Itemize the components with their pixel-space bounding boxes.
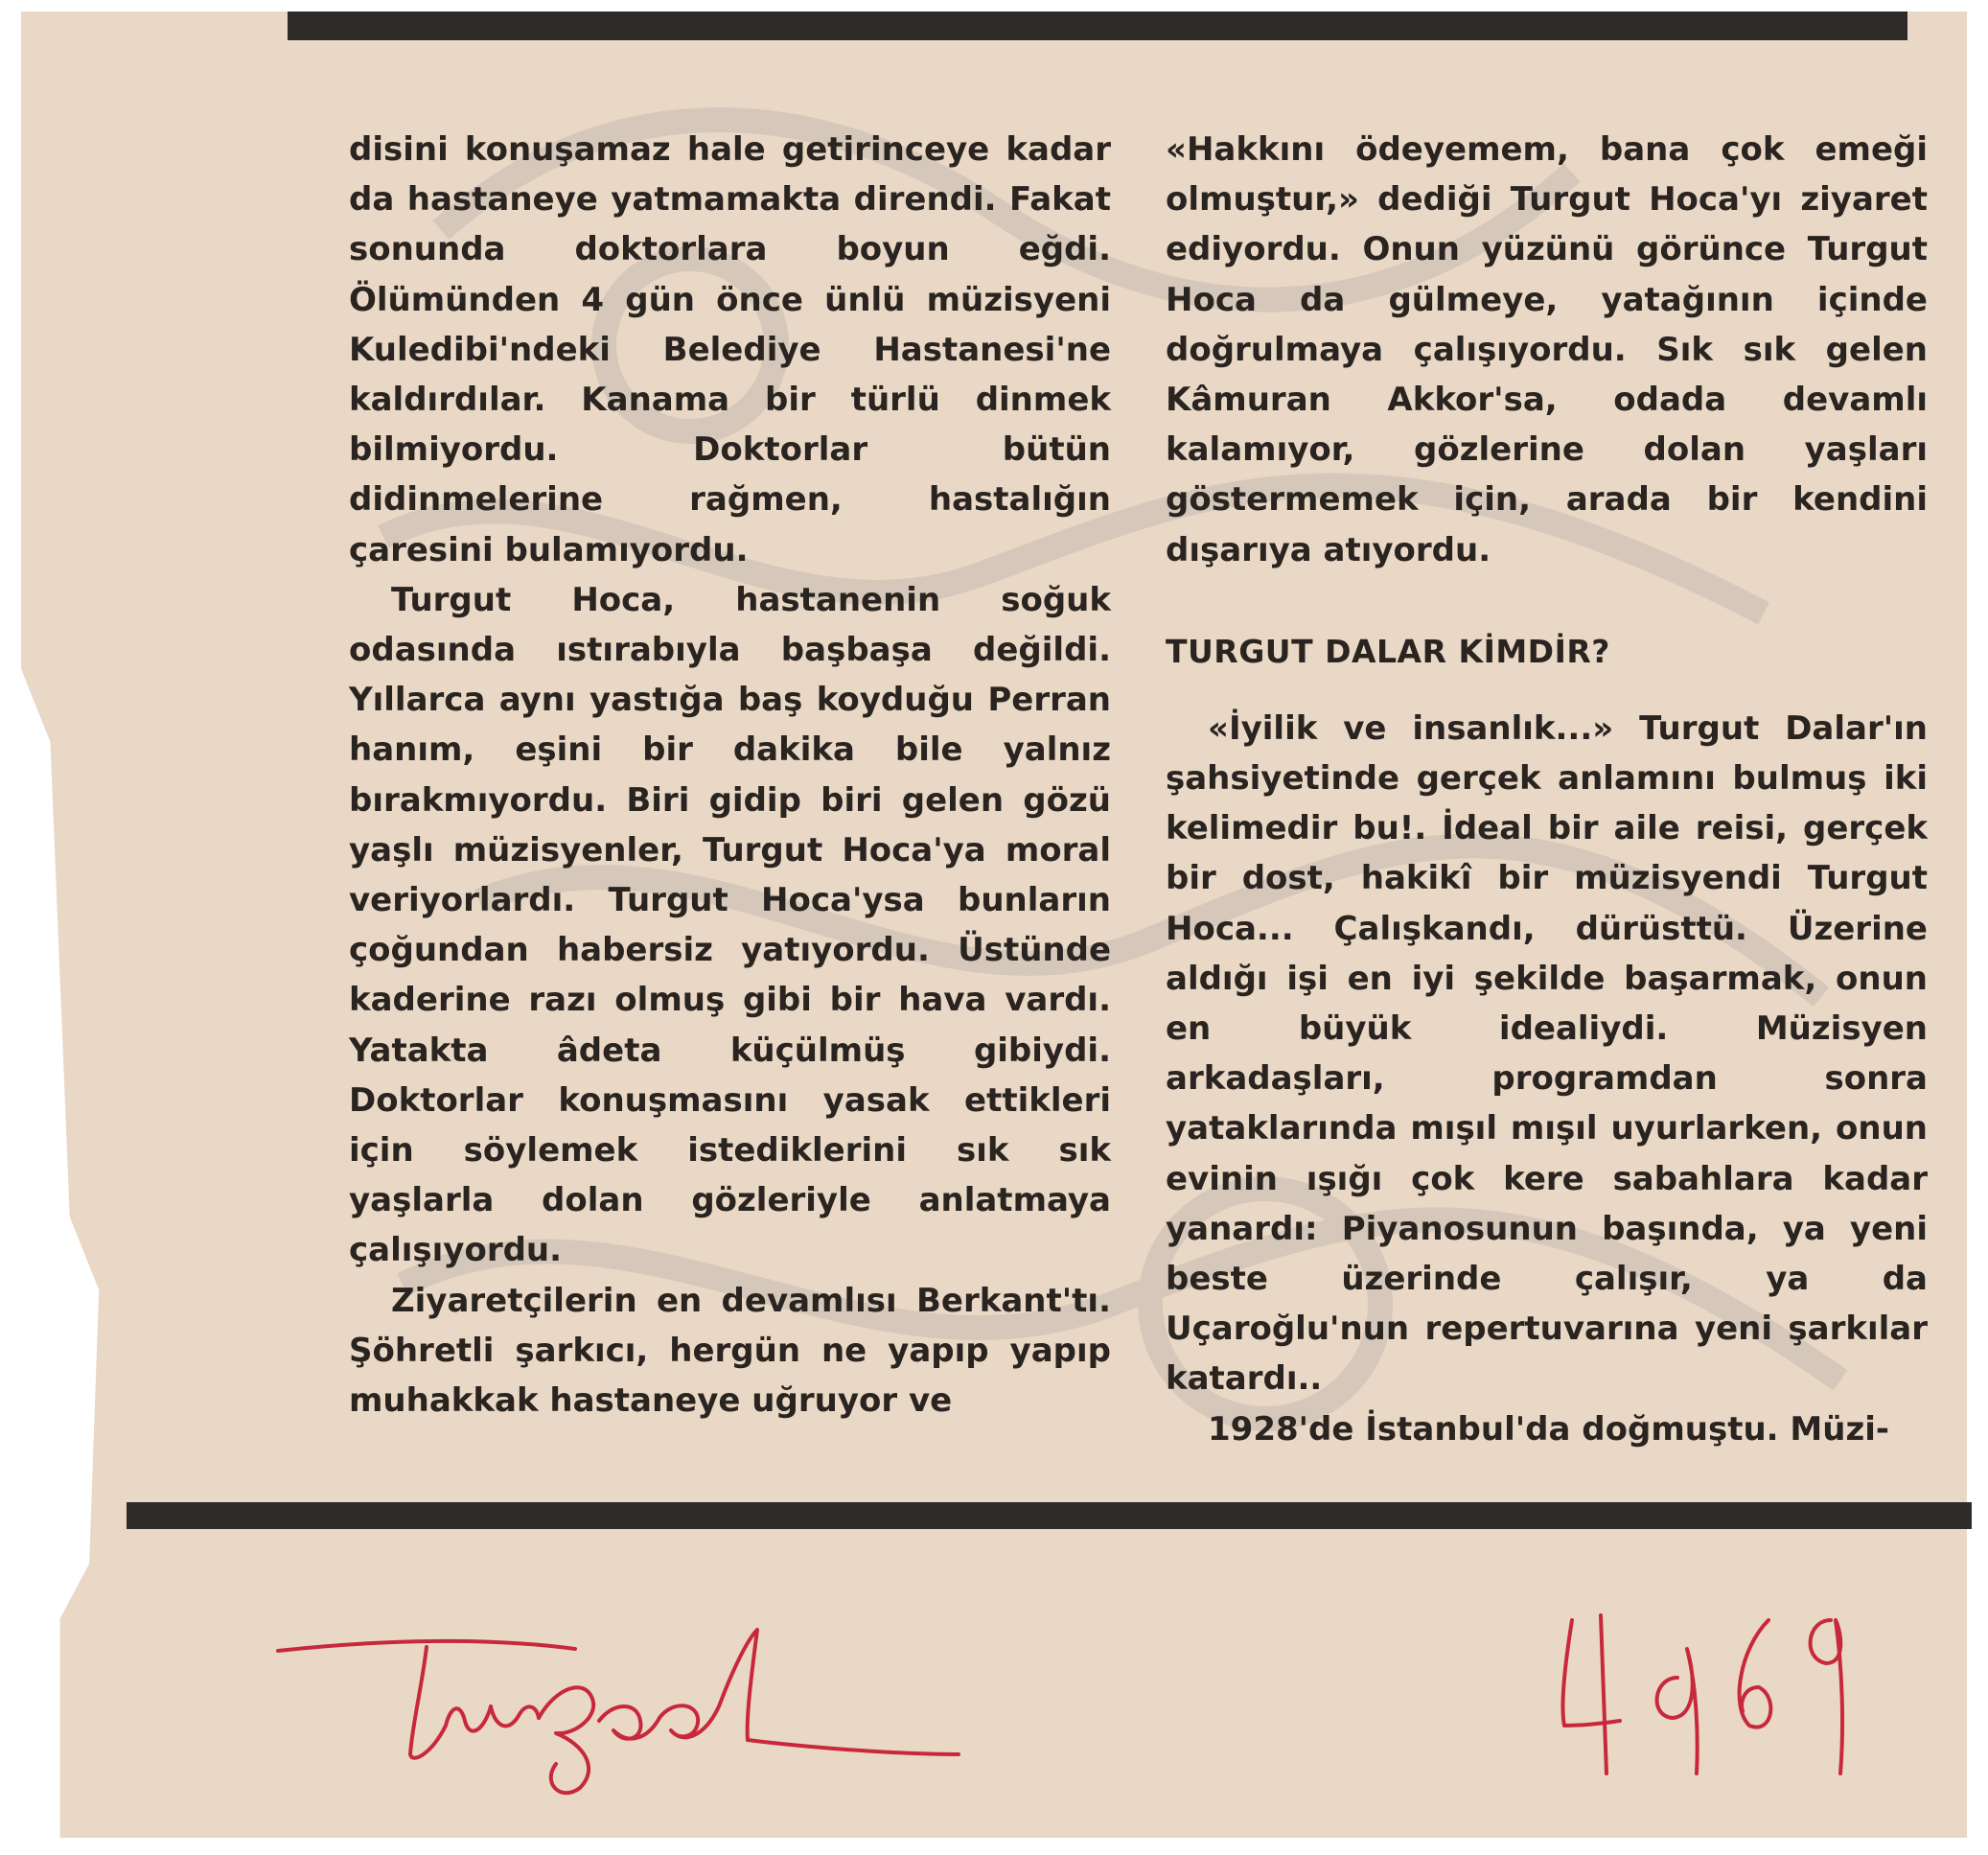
paragraph: «Hakkını ödeyemem, bana çok emeği olmuştur,» dediği Turgut Hoca'yı ziyaret ediyordu. Onun yüzünü görünce Turgut Hoca da gülmeye, yatağının içinde doğrulmaya çalışıyordu. Sık sık gelen Kâmuran Akkor'sa, odada devamlı kalamıyor, gözlerine dolan yaşları göstermemek için, arada bir kendini dışarıya atıyordu. [1166, 130, 1928, 569]
handwritten-name [268, 1611, 1016, 1802]
paragraph: disini konuşamaz hale getirinceye kadar da hastaneye yatmamakta direndi. Fakat sonunda doktorlara boyun eğdi. Ölümünden 4 gün önce ünlü müzisyeni Kuledibi'ndeki Belediye Hastanesi'ne kaldırdılar. Kanama bir türlü dinmek bilmiyordu. Doktorlar bütün didinmelerine rağmen, hastalığın çaresini bulamıyordu. [349, 130, 1111, 569]
paragraph: 1928'de İstanbul'da doğmuştu. Müzi- [1208, 1409, 1889, 1449]
article-column-left [349, 125, 1111, 1426]
bottom-rule [127, 1502, 1972, 1529]
handwritten-year-drawing [1543, 1582, 1860, 1783]
paragraph: «İyilik ve insanlık...» Turgut Dalar'ın şahsiyetinde gerçek anlamını bulmuş iki kelimedir bu!. İdeal bir aile reisi, gerçek bir dost, hakikî bir müzisyendi Turgut Hoca... Çalışkandı, dürüsttü. Üzerine aldığı işi en iyi şekilde başarmak, onun en büyük idealiydi. Müzisyen arkadaşları, programdan sonra yataklarında mışıl mışıl uyurlarken, onun evinin ışığı çok kere sabahlara kadar yanardı: Piyanosunun başında, ya yeni beste üzerinde çalışır, ya da Uçaroğlu'nun repertuvarına yeni şarkılar katardı.. [1166, 708, 1928, 1399]
section-heading: TURGUT DALAR KİMDİR? [1166, 632, 1610, 670]
handwritten-name-drawing [268, 1611, 1016, 1802]
article-column-right [1166, 125, 1928, 1454]
handwritten-year [1543, 1582, 1860, 1783]
paragraph: Turgut Hoca, hastanenin soğuk odasında ıstırabıyla başbaşa değildi. Yıllarca aynı yastığa baş koyduğu Perran hanım, eşini bir dakika bile yalnız bırakmıyordu. Biri gidip biri gelen gözü yaşlı müzisyenler, Turgut Hoca'ya moral veriyorlardı. Turgut Hoca'ysa bunların çoğundan habersiz yatıyordu. Üstünde kaderine razı olmuş gibi bir hava vardı. Yatakta âdeta küçülmüş gibiydi. Doktorlar konuşmasını yasak ettikleri için söylemek istediklerini sık sık yaşlarla dolan gözleriyle anlatmaya çalışıyordu. [349, 580, 1111, 1270]
top-rule [288, 12, 1907, 40]
paragraph: Ziyaretçilerin en devamlısı Berkant'tı. Şöhretli şarkıcı, hergün ne yapıp yapıp muhakkak hastaneye uğruyor ve [349, 1281, 1111, 1421]
